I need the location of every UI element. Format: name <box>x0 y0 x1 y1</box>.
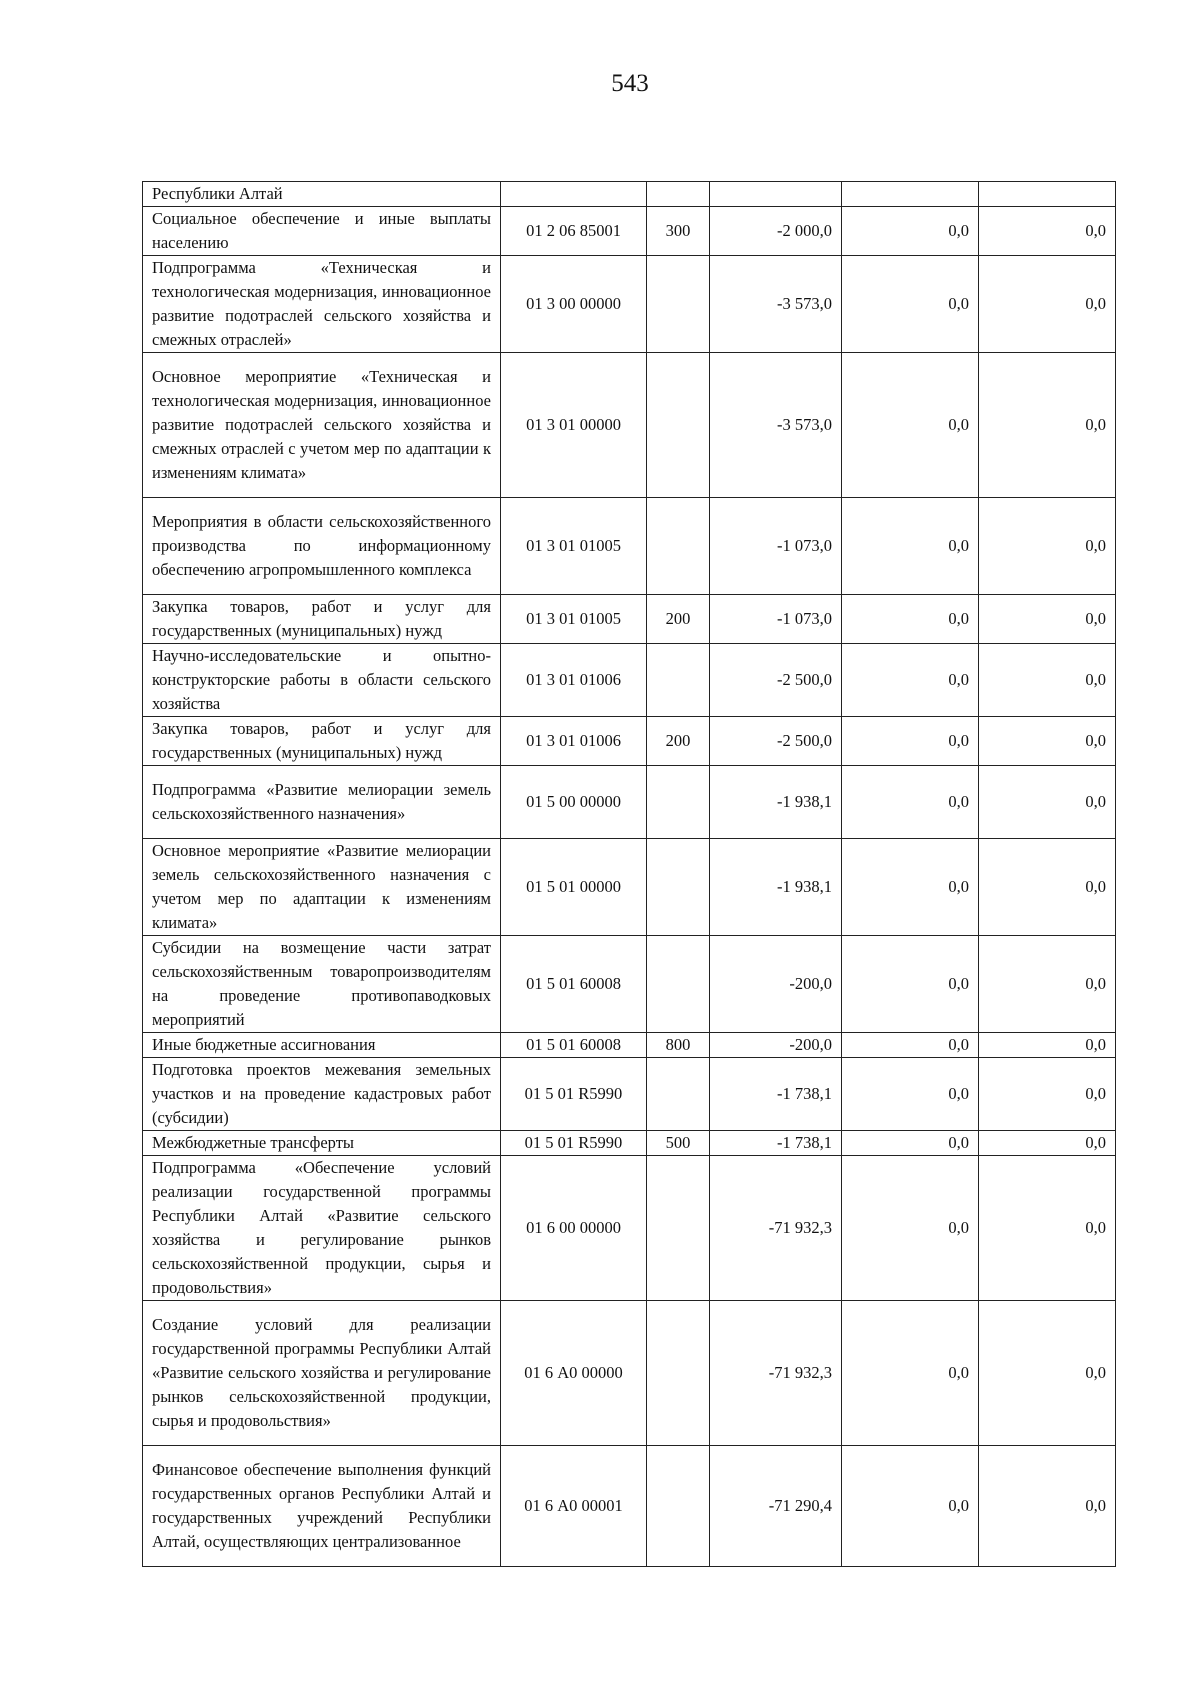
row-amount-year2-cell: 0,0 <box>842 1301 979 1446</box>
row-expense-type-cell <box>647 1058 710 1131</box>
row-code-cell: 01 3 00 00000 <box>501 256 647 353</box>
row-code-cell: 01 5 01 00000 <box>501 839 647 936</box>
row-amount-year2-cell: 0,0 <box>842 595 979 644</box>
row-amount-year2-cell: 0,0 <box>842 766 979 839</box>
row-code-cell: 01 6 А0 00000 <box>501 1301 647 1446</box>
row-expense-type-cell <box>647 182 710 207</box>
row-amount-year3-cell: 0,0 <box>979 1058 1116 1131</box>
row-amount-year3-cell: 0,0 <box>979 353 1116 498</box>
row-name-cell: Закупка товаров, работ и услуг для государственных (муниципальных) нужд <box>143 595 501 644</box>
row-name-cell: Субсидии на возмещение части затрат сельскохозяйственным товаропроизводителям на проведение противопаводковых мероприятий <box>143 936 501 1033</box>
row-amount-cell: -1 738,1 <box>710 1058 842 1131</box>
row-expense-type-cell <box>647 936 710 1033</box>
row-amount-year3-cell: 0,0 <box>979 1156 1116 1301</box>
table-row <box>143 207 1116 256</box>
row-name-cell: Подпрограмма «Развитие мелиорации земель сельскохозяйственного назначения» <box>143 766 501 839</box>
row-expense-type-cell: 800 <box>647 1033 710 1058</box>
row-code-cell: 01 3 01 01006 <box>501 644 647 717</box>
row-amount-year3-cell <box>979 182 1116 207</box>
row-amount-year3-cell: 0,0 <box>979 644 1116 717</box>
row-code-cell <box>501 182 647 207</box>
row-amount-cell: -1 073,0 <box>710 498 842 595</box>
row-amount-year3-cell: 0,0 <box>979 1301 1116 1446</box>
row-code-cell: 01 3 01 01006 <box>501 717 647 766</box>
row-code-cell: 01 5 00 00000 <box>501 766 647 839</box>
row-amount-year3-cell: 0,0 <box>979 1131 1116 1156</box>
row-name-cell: Создание условий для реализации государственной программы Республики Алтай «Развитие сельского хозяйства и регулирование рынков сельскохозяйственной продукции, сырья и продовольствия» <box>143 1301 501 1446</box>
row-amount-year3-cell: 0,0 <box>979 498 1116 595</box>
row-code-cell: 01 3 01 00000 <box>501 353 647 498</box>
row-name-cell: Финансовое обеспечение выполнения функций государственных органов Республики Алтай и государственных учреждений Республики Алтай, осуществляющих централизованное <box>143 1446 501 1567</box>
row-name-cell: Основное мероприятие «Техническая и технологическая модернизация, инновационное развитие подотраслей сельского хозяйства и смежных отраслей с учетом мер по адаптации к изменениям климата» <box>143 353 501 498</box>
row-amount-year2-cell: 0,0 <box>842 1446 979 1567</box>
row-amount-year2-cell: 0,0 <box>842 717 979 766</box>
row-name-cell: Закупка товаров, работ и услуг для государственных (муниципальных) нужд <box>143 717 501 766</box>
row-amount-cell: -1 738,1 <box>710 1131 842 1156</box>
row-code-cell: 01 2 06 85001 <box>501 207 647 256</box>
row-name-cell: Республики Алтай <box>143 182 501 207</box>
row-name-cell: Подпрограмма «Обеспечение условий реализации государственной программы Республики Алтай «Развитие сельского хозяйства и регулирование рынков сельскохозяйственной продукции, сырья и продовольствия» <box>143 1156 501 1301</box>
row-amount-year2-cell: 0,0 <box>842 498 979 595</box>
row-amount-year2-cell: 0,0 <box>842 353 979 498</box>
row-amount-year3-cell: 0,0 <box>979 207 1116 256</box>
row-code-cell: 01 5 01 60008 <box>501 1033 647 1058</box>
row-amount-year2-cell: 0,0 <box>842 1131 979 1156</box>
row-expense-type-cell: 500 <box>647 1131 710 1156</box>
row-amount-cell <box>710 182 842 207</box>
row-expense-type-cell: 300 <box>647 207 710 256</box>
row-expense-type-cell <box>647 1301 710 1446</box>
row-amount-year3-cell: 0,0 <box>979 717 1116 766</box>
row-name-cell: Основное мероприятие «Развитие мелиорации земель сельскохозяйственного назначения с учетом мер по адаптации к изменениям климата» <box>143 839 501 936</box>
row-amount-cell: -3 573,0 <box>710 256 842 353</box>
row-expense-type-cell: 200 <box>647 595 710 644</box>
row-amount-cell: -71 932,3 <box>710 1301 842 1446</box>
row-expense-type-cell <box>647 256 710 353</box>
row-expense-type-cell <box>647 1446 710 1567</box>
row-amount-cell: -2 000,0 <box>710 207 842 256</box>
row-amount-cell: -1 938,1 <box>710 839 842 936</box>
row-amount-cell: -200,0 <box>710 936 842 1033</box>
table-row <box>143 1058 1116 1131</box>
row-amount-year2-cell: 0,0 <box>842 839 979 936</box>
row-expense-type-cell <box>647 353 710 498</box>
table-row <box>143 182 1116 207</box>
row-amount-cell: -200,0 <box>710 1033 842 1058</box>
row-name-cell: Социальное обеспечение и иные выплаты населению <box>143 207 501 256</box>
table-row <box>143 1033 1116 1058</box>
row-amount-year2-cell: 0,0 <box>842 1033 979 1058</box>
row-code-cell: 01 6 00 00000 <box>501 1156 647 1301</box>
table-row <box>143 1156 1116 1301</box>
row-expense-type-cell <box>647 1156 710 1301</box>
row-expense-type-cell <box>647 644 710 717</box>
row-amount-year2-cell: 0,0 <box>842 256 979 353</box>
row-amount-cell: -71 290,4 <box>710 1446 842 1567</box>
table-row <box>143 717 1116 766</box>
table-row <box>143 1301 1116 1446</box>
row-name-cell: Межбюджетные трансферты <box>143 1131 501 1156</box>
row-code-cell: 01 5 01 60008 <box>501 936 647 1033</box>
row-amount-year2-cell: 0,0 <box>842 644 979 717</box>
row-amount-year2-cell: 0,0 <box>842 1058 979 1131</box>
row-amount-cell: -2 500,0 <box>710 717 842 766</box>
row-amount-year2-cell: 0,0 <box>842 207 979 256</box>
row-code-cell: 01 3 01 01005 <box>501 498 647 595</box>
table-row <box>143 1446 1116 1567</box>
page-number: 543 <box>611 70 649 97</box>
row-expense-type-cell <box>647 766 710 839</box>
table-row <box>143 644 1116 717</box>
table-row <box>143 353 1116 498</box>
row-expense-type-cell <box>647 498 710 595</box>
row-amount-cell: -2 500,0 <box>710 644 842 717</box>
table-row <box>143 498 1116 595</box>
table-row <box>143 256 1116 353</box>
row-amount-cell: -3 573,0 <box>710 353 842 498</box>
row-amount-year2-cell <box>842 182 979 207</box>
row-code-cell: 01 3 01 01005 <box>501 595 647 644</box>
row-name-cell: Подготовка проектов межевания земельных участков и на проведение кадастровых работ (субсидии) <box>143 1058 501 1131</box>
row-amount-cell: -71 932,3 <box>710 1156 842 1301</box>
row-amount-year2-cell: 0,0 <box>842 1156 979 1301</box>
row-code-cell: 01 6 А0 00001 <box>501 1446 647 1567</box>
row-amount-cell: -1 073,0 <box>710 595 842 644</box>
row-amount-year3-cell: 0,0 <box>979 1033 1116 1058</box>
row-name-cell: Научно-исследовательские и опытно-конструкторские работы в области сельского хозяйства <box>143 644 501 717</box>
table-row <box>143 595 1116 644</box>
table-row <box>143 766 1116 839</box>
row-amount-year3-cell: 0,0 <box>979 595 1116 644</box>
row-amount-cell: -1 938,1 <box>710 766 842 839</box>
row-name-cell: Мероприятия в области сельскохозяйственного производства по информационному обеспечению агропромышленного комплекса <box>143 498 501 595</box>
row-expense-type-cell: 200 <box>647 717 710 766</box>
row-amount-year3-cell: 0,0 <box>979 256 1116 353</box>
table-row <box>143 936 1116 1033</box>
row-code-cell: 01 5 01 R5990 <box>501 1131 647 1156</box>
row-name-cell: Иные бюджетные ассигнования <box>143 1033 501 1058</box>
row-amount-year3-cell: 0,0 <box>979 766 1116 839</box>
budget-table <box>142 181 1116 1567</box>
row-code-cell: 01 5 01 R5990 <box>501 1058 647 1131</box>
row-expense-type-cell <box>647 839 710 936</box>
row-amount-year3-cell: 0,0 <box>979 1446 1116 1567</box>
row-amount-year3-cell: 0,0 <box>979 936 1116 1033</box>
table-row <box>143 1131 1116 1156</box>
row-amount-year2-cell: 0,0 <box>842 936 979 1033</box>
table-row <box>143 839 1116 936</box>
budget-table-body <box>143 182 1116 1567</box>
row-name-cell: Подпрограмма «Техническая и технологическая модернизация, инновационное развитие подотраслей сельского хозяйства и смежных отраслей» <box>143 256 501 353</box>
row-amount-year3-cell: 0,0 <box>979 839 1116 936</box>
